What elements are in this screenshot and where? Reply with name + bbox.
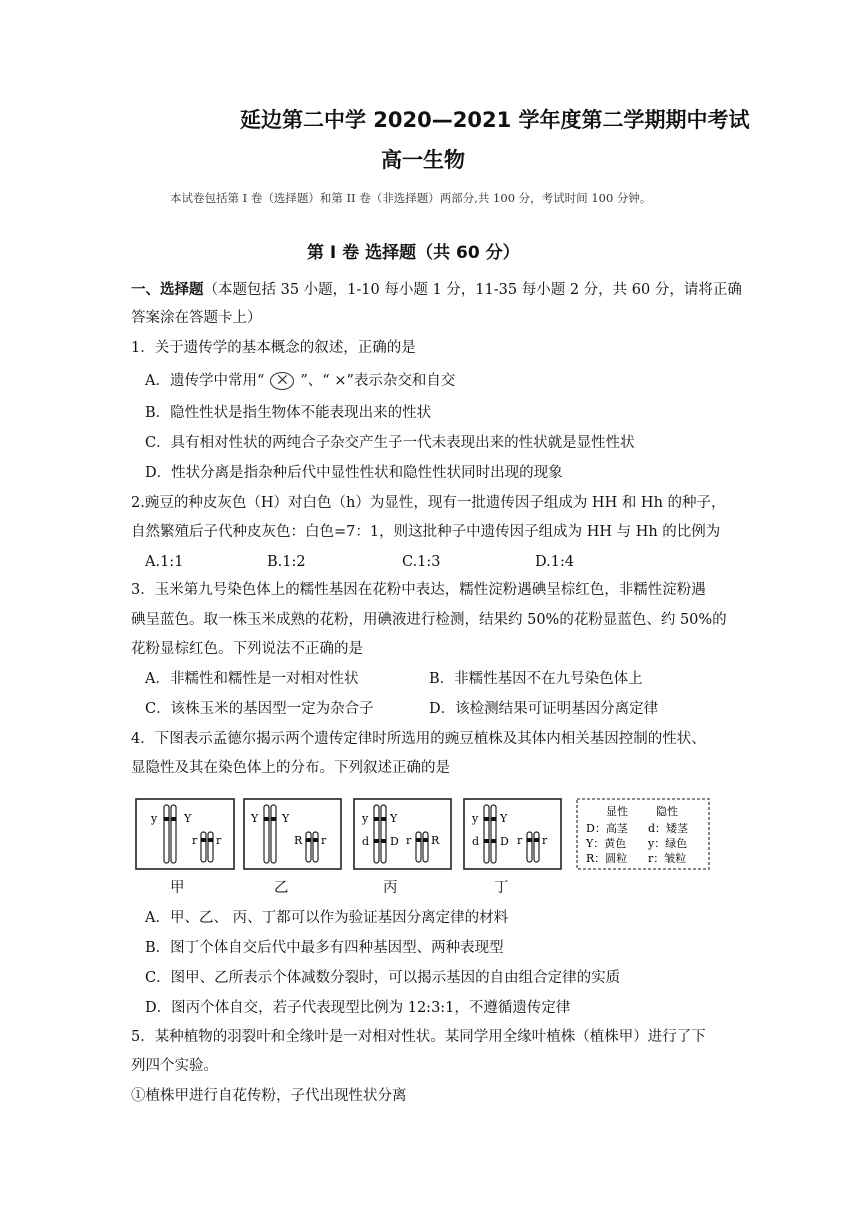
panel-ding-allele-6: r bbox=[542, 834, 548, 847]
panel-bing bbox=[354, 799, 451, 869]
chromosome-figure bbox=[134, 797, 714, 899]
legend-dominant-header: 显性 bbox=[606, 805, 628, 818]
legend-recessive-header: 隐性 bbox=[656, 805, 678, 818]
q1-option-a-pre: A．遗传学中常用“ bbox=[145, 373, 265, 389]
q3-option-b: B．非糯性基因不在九号染色体上 bbox=[429, 671, 643, 687]
q4-option-d: D．图丙个体自交，若子代表现型比例为 12:3:1，不遵循遗传定律 bbox=[145, 1000, 571, 1016]
q4-option-a: A．甲、乙、 丙、丁都可以作为验证基因分离定律的材料 bbox=[145, 910, 509, 926]
panel-ding-allele-3: d bbox=[472, 835, 480, 848]
q5-stem-line2: 列四个实验。 bbox=[131, 1058, 218, 1074]
panel-jia-allele-3: r bbox=[192, 834, 198, 847]
q3-option-c: C．该株玉米的基因型一定为杂合子 bbox=[145, 701, 374, 717]
panel-bing-allele-4: D bbox=[390, 835, 399, 848]
panel-ding-allele-5: r bbox=[517, 834, 523, 847]
panel-bing-allele-6: R bbox=[431, 834, 440, 847]
panel-ding-allele-1: y bbox=[472, 812, 479, 825]
section-intro bbox=[131, 280, 742, 300]
legend-row1-dominant: D：高茎 bbox=[586, 822, 628, 835]
section-intro-line2: 答案涂在答题卡上） bbox=[131, 310, 262, 326]
legend-row2-recessive: y：绿色 bbox=[648, 837, 688, 850]
q1-stem: 1．关于遗传学的基本概念的叙述，正确的是 bbox=[131, 340, 416, 356]
panel-jia-allele-2: Y bbox=[184, 812, 192, 825]
q2-option-b: B.1:2 bbox=[267, 554, 306, 570]
exam-title: 延边第二中学 2020—2021 学年度第二学期期中考试 bbox=[240, 108, 750, 132]
q1-option-a bbox=[145, 371, 455, 391]
legend-row3-recessive: r：皱粒 bbox=[648, 852, 687, 865]
q1-option-b: B．隐性性状是指生物体不能表现出来的性状 bbox=[145, 405, 432, 421]
legend-row3-dominant: R：圆粒 bbox=[586, 852, 628, 865]
q3-stem-line2: 碘呈蓝色。取一株玉米成熟的花粉，用碘液进行检测，结果约 50%的花粉显蓝色、约 50%的 bbox=[131, 612, 727, 628]
q4-option-c: C．图甲、乙所表示个体减数分裂时，可以揭示基因的自由组合定律的实质 bbox=[145, 970, 621, 986]
figure-caption-jia: 甲 bbox=[170, 880, 185, 896]
section-heading: 第 I 卷 选择题（共 60 分） bbox=[307, 243, 520, 263]
panel-ding-allele-4: D bbox=[500, 835, 509, 848]
q2-stem-line1: 2.豌豆的种皮灰色（H）对白色（h）为显性，现有一批遗传因子组成为 HH 和 Hh 的种子， bbox=[131, 495, 726, 511]
panel-yi bbox=[244, 799, 341, 869]
q2-option-d: D.1:4 bbox=[535, 554, 575, 570]
panel-ding-allele-2: Y bbox=[500, 812, 508, 825]
panel-jia bbox=[136, 799, 234, 869]
q1-option-c: C．具有相对性状的两纯合子杂交产生子一代未表现出来的性状就是显性性状 bbox=[145, 435, 635, 451]
figure-caption-bing: 丙 bbox=[383, 880, 398, 896]
trait-legend bbox=[577, 799, 709, 869]
figure-caption-yi: 乙 bbox=[274, 880, 289, 896]
panel-yi-allele-1: Y bbox=[251, 812, 259, 825]
q4-stem-line2: 显隐性及其在染色体上的分布。下列叙述正确的是 bbox=[131, 760, 450, 776]
panel-jia-allele-1: y bbox=[151, 812, 158, 825]
panel-bing-allele-3: d bbox=[362, 835, 370, 848]
q3-stem-line1: 3．玉米第九号染色体上的糯性基因在花粉中表达，糯性淀粉遇碘呈棕红色，非糯性淀粉遇 bbox=[131, 582, 706, 598]
panel-yi-allele-4: r bbox=[321, 834, 327, 847]
q1-option-d: D．性状分离是指杂种后代中显性性状和隐性性状同时出现的现象 bbox=[145, 465, 563, 481]
q4-stem-line1: 4．下图表示孟德尔揭示两个遗传定律时所选用的豌豆植株及其体内相关基因控制的性状、 bbox=[131, 731, 706, 747]
exam-note: 本试卷包括第 I 卷（选择题）和第 II 卷（非选择题）两部分,共 100 分，考试时间 100 分钟。 bbox=[170, 191, 652, 205]
panel-bing-allele-1: y bbox=[362, 812, 369, 825]
q3-option-a: A．非糯性和糯性是一对相对性状 bbox=[145, 671, 359, 687]
q2-option-c: C.1:3 bbox=[402, 554, 441, 570]
selfing-symbol-icon: ⨉ bbox=[270, 372, 294, 390]
q3-option-d: D．该检测结果可证明基因分离定律 bbox=[429, 701, 659, 717]
section-intro-label: 一、选择题 bbox=[131, 282, 204, 298]
figure-caption-ding: 丁 bbox=[494, 880, 509, 896]
panel-jia-allele-4: r bbox=[216, 834, 222, 847]
q2-stem-line2: 自然繁殖后子代种皮灰色：白色=7：1，则这批种子中遗传因子组成为 HH 与 Hh 的比例为 bbox=[131, 524, 721, 540]
q5-stem-line1: 5．某种植物的羽裂叶和全缘叶是一对相对性状。某同学用全缘叶植株（植株甲）进行了下 bbox=[131, 1029, 706, 1045]
q4-option-b: B．图丁个体自交后代中最多有四种基因型、两种表现型 bbox=[145, 940, 504, 956]
legend-row1-recessive: d：矮茎 bbox=[648, 822, 689, 835]
panel-yi-allele-3: R bbox=[294, 834, 303, 847]
q2-option-a: A.1:1 bbox=[145, 554, 184, 570]
q3-stem-line3: 花粉显棕红色。下列说法不正确的是 bbox=[131, 641, 363, 657]
panel-yi-allele-2: Y bbox=[282, 812, 290, 825]
panel-ding bbox=[464, 799, 561, 869]
subject-title: 高一生物 bbox=[381, 148, 465, 172]
panel-bing-allele-5: r bbox=[406, 834, 412, 847]
panel-bing-allele-2: Y bbox=[390, 812, 398, 825]
section-intro-text: （本题包括 35 小题，1-10 每小题 1 分，11-35 每小题 2 分，共 60 分，请将正确 bbox=[203, 282, 742, 298]
legend-row2-dominant: Y：黄色 bbox=[586, 837, 627, 850]
q5-item-1: ①植株甲进行自花传粉，子代出现性状分离 bbox=[131, 1088, 407, 1104]
q1-option-a-post: ”、“ ×”表示杂交和自交 bbox=[300, 373, 456, 389]
